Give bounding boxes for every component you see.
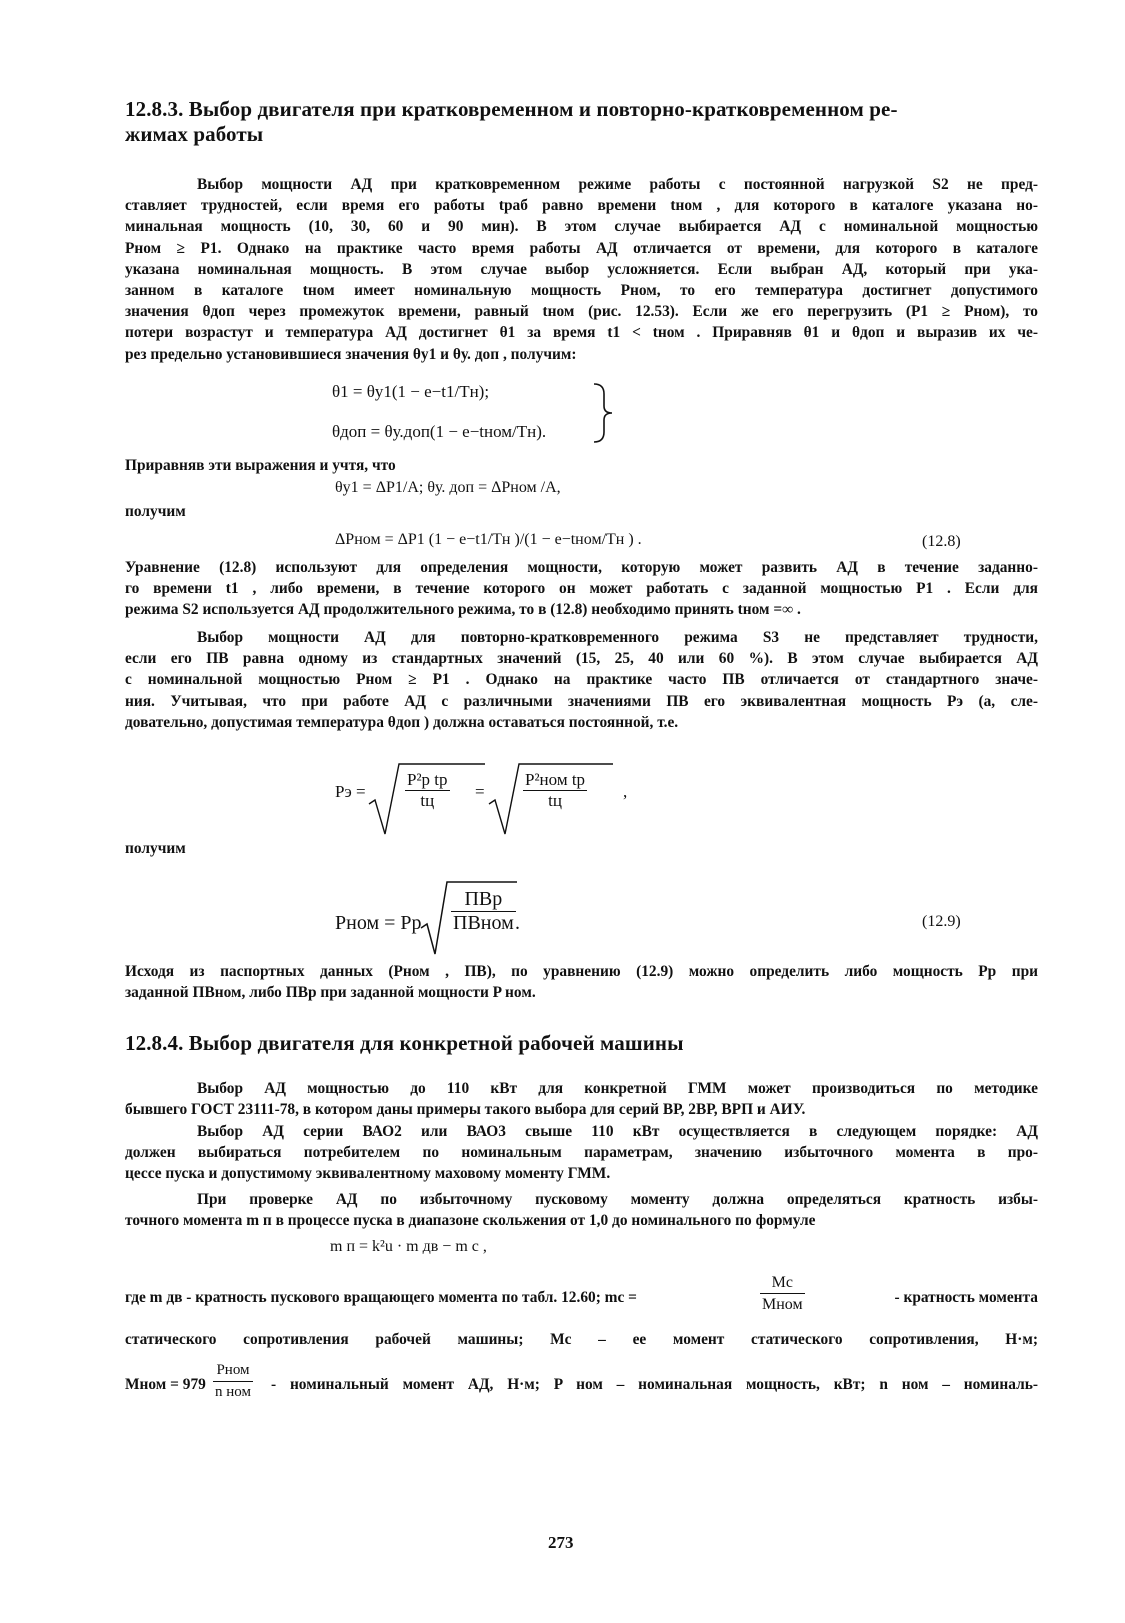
mnom-line bbox=[125, 1360, 1038, 1410]
fraction-denominator: n ном bbox=[215, 1384, 251, 1401]
text-line: если его ПВ равна одному из стандартных значений (15, 25, 40 или 60 %). В этом случае выбирается АД bbox=[125, 650, 1038, 668]
section-heading-12-8-4: 12.8.4. Выбор двигателя для конкретной рабочей машины bbox=[125, 1031, 684, 1055]
text-line: с номинальной мощностью Pном ≥ P1 . Однако на практике часто ПВ отличается от стандартного значе- bbox=[125, 671, 1038, 689]
text-line: Pном ≥ P1. Однако на практике часто время работы АД отличается от времени, для которого в каталоге bbox=[125, 239, 1038, 257]
curly-brace-icon bbox=[592, 382, 614, 444]
equation-theta1: θ1 = θу1(1 − e−t1/Tн); bbox=[332, 382, 490, 401]
equation-mp: m п = k²u · m дв − m c , bbox=[330, 1238, 487, 1255]
eq-lhs: Pном = Pр bbox=[335, 912, 422, 934]
equation-12-8: ΔPном = ΔP1 (1 − e−t1/Tн )/(1 − e−tном/Tн ) . bbox=[335, 531, 642, 548]
paragraph-vao bbox=[125, 1121, 1038, 1185]
text-poluchim: получим bbox=[125, 503, 186, 520]
mnom-rest: - номинальный момент АД, Н·м; P ном – номинальная мощность, кВт; n ном – номиналь- bbox=[271, 1376, 1038, 1393]
paragraph-eq-usage bbox=[125, 557, 1038, 621]
text-line: минальная мощность (10, 30, 60 и 90 мин). В этом случае выбирается АД с номинальной мощностью bbox=[125, 218, 1038, 236]
text-line: должен выбираться потребителем по номинальным параметрам, значению избыточного момента в про- bbox=[125, 1144, 1038, 1162]
eq-tail: , bbox=[623, 782, 628, 801]
text-line bbox=[125, 1329, 1038, 1350]
text-equate: Приравняв эти выражения и учтя, что bbox=[125, 457, 396, 474]
text-line: ставляет трудностей, если время его работы tраб равно времени tном , для которого в каталоге указана но- bbox=[125, 197, 1038, 215]
fraction-denominator: tц bbox=[548, 791, 562, 810]
text-poluchim: получим bbox=[125, 840, 186, 857]
fraction-denominator: Mном bbox=[762, 1296, 803, 1314]
paragraph-s2-mode bbox=[125, 174, 1038, 365]
mnom-lhs: Mном = 979 bbox=[125, 1376, 206, 1393]
heading-line: 12.8.3. Выбор двигателя при кратковременном и повторно-кратковременном ре- bbox=[125, 97, 898, 121]
fraction-numerator: P²р tр bbox=[407, 770, 448, 789]
text-line: го времени t1 , либо времени, в течение которого он может работать с заданной мощностью P1 . Если для bbox=[125, 580, 1038, 598]
text-line: заданной ПВном, либо ПВр при заданной мощности P ном. bbox=[125, 984, 536, 1002]
text-line: ния. Учитывая, что при работе АД с различными значениями ПВ его эквивалентная мощность Pэ (а, сле- bbox=[125, 692, 1038, 710]
paragraph-check bbox=[125, 1189, 1038, 1231]
text-line: цессе пуска и допустимому эквивалентному маховому моменту ГММ. bbox=[125, 1165, 611, 1183]
text-line: занном в каталоге tном имеет номинальную мощность Pном, то его температура достигнет допустимого bbox=[125, 282, 1038, 300]
text-line: довательно, допустимая температура θдоп ) должна оставаться постоянной, т.е. bbox=[125, 713, 679, 731]
page-number: 273 bbox=[548, 1533, 574, 1552]
text-line: потери возрастут и температура АД достигнет θ1 за время t1 < tном . Приравняв θ1 и θдоп и выразив их че- bbox=[125, 324, 1038, 342]
fraction-numerator: Mc bbox=[760, 1272, 805, 1294]
where-line bbox=[125, 1272, 1038, 1322]
text-line: Выбор мощности АД при кратковременном режиме работы с постоянной нагрузкой S2 не пред- bbox=[197, 176, 1038, 193]
eq-lhs: Pэ = bbox=[335, 782, 366, 801]
fraction-mc bbox=[760, 1272, 805, 1315]
text-line: При проверке АД по избыточному пусковому моменту должна определяться кратность избы- bbox=[197, 1191, 1038, 1208]
text-line: режима S2 используется АД продолжительного режима, то в (12.8) необходимо принять tном =∞ . bbox=[125, 601, 801, 619]
text-line: Уравнение (12.8) используют для определения мощности, которую может развить АД в течение заданно- bbox=[125, 559, 1038, 576]
eq-equals: = bbox=[475, 782, 485, 801]
fraction-numerator: P²ном tр bbox=[525, 770, 586, 789]
where-text: где m дв - кратность пускового вращающего момента по табл. 12.60; mc = bbox=[125, 1289, 637, 1306]
text-line: Выбор АД серии ВАО2 или ВАО3 свыше 110 кВт осуществляется в следующем порядке: АД bbox=[197, 1123, 1038, 1140]
fraction-numerator: Pном bbox=[213, 1360, 253, 1382]
text-line: Выбор мощности АД для повторно-кратковременного режима S3 не представляет трудности, bbox=[197, 629, 1038, 646]
text-line: Исходя из паспортных данных (Pном , ПВ), по уравнению (12.9) можно определить либо мощность Pр при bbox=[125, 963, 1038, 980]
eq-tail: . bbox=[515, 912, 520, 934]
paragraph-gost bbox=[125, 1078, 1038, 1120]
text-line: указана номинальная мощность. В этом случае выбор усложняется. Если выбран АД, который при ука- bbox=[125, 260, 1038, 278]
paragraph-s3-mode bbox=[125, 627, 1038, 733]
text-line: значения θдоп через промежуток времени, равный tном (рис. 12.53). Если же его перегрузить (P1 ≥ Pном), то bbox=[125, 303, 1038, 321]
fraction-pnom bbox=[523, 770, 587, 811]
fraction-pp bbox=[405, 770, 450, 811]
text-line: точного момента m п в процессе пуска в диапазоне скольжения от 1,0 до номинального по формуле bbox=[125, 1212, 816, 1230]
fraction-pnom-nnom bbox=[213, 1360, 253, 1403]
text-line: статического сопротивления рабочей машины; Mc – ее момент статического сопротивления, Н·м; bbox=[125, 1331, 1038, 1348]
fraction-denominator: tц bbox=[420, 791, 435, 810]
equation-theta-steady: θу1 = ΔP1/A; θу. доп = ΔPном /A, bbox=[335, 479, 561, 496]
text-line: рез предельно установившиеся значения θу1 и θу. доп , получим: bbox=[125, 345, 577, 363]
fraction-denominator: ПВном bbox=[453, 912, 514, 934]
paragraph-passport bbox=[125, 961, 1038, 1003]
where-text: - кратность момента bbox=[894, 1289, 1038, 1306]
text-line: Выбор АД мощностью до 110 кВт для конкретной ГММ может производиться по методике bbox=[197, 1080, 1038, 1097]
equation-theta-dop: θдоп = θу.доп(1 − e−tном/Tн). bbox=[332, 422, 547, 441]
heading-line: жимах работы bbox=[125, 122, 264, 146]
fraction-numerator: ПВр bbox=[451, 888, 516, 912]
section-heading-12-8-3 bbox=[125, 97, 1038, 147]
equation-number: (12.9) bbox=[922, 913, 961, 930]
fraction-pv bbox=[451, 888, 516, 935]
equation-number: (12.8) bbox=[922, 533, 961, 550]
text-line: бывшего ГОСТ 23111-78, в котором даны примеры такого выбора для серий ВР, 2ВР, ВРП и АИУ. bbox=[125, 1101, 806, 1119]
